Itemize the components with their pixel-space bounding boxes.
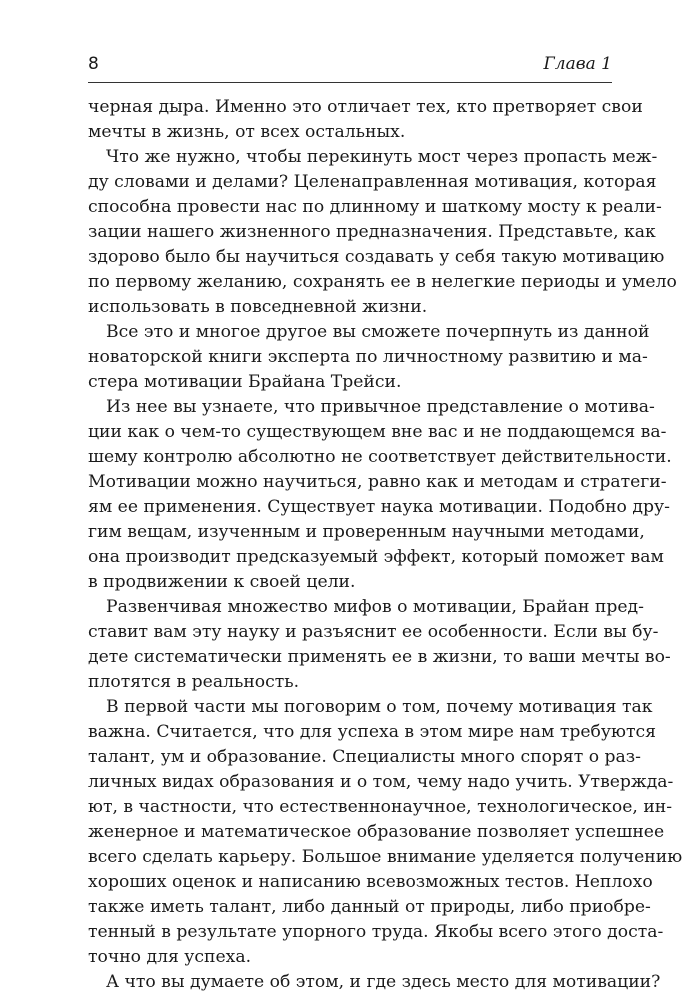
text-line: также иметь талант, либо данный от природы, либо приобре- — [88, 897, 651, 917]
text-line: в продвижении к своей цели. — [88, 572, 356, 592]
chapter-label: Глава 1 — [543, 54, 612, 74]
text-line: способна провести нас по длинному и шаткому мосту к реали- — [88, 197, 662, 217]
text-line: ду словами и делами? Целенаправленная мотивация, которая — [88, 172, 657, 192]
paragraph — [88, 695, 683, 970]
text-line: дете систематически применять ее в жизни, то ваши мечты во- — [88, 647, 671, 667]
text-line: Мотивации можно научиться, равно как и методам и стратеги- — [88, 472, 667, 492]
text-line: черная дыра. Именно это отличает тех, кто претворяет свои — [88, 97, 643, 117]
text-line: талант, ум и образование. Специалисты много спорят о раз- — [88, 747, 641, 767]
text-line: Все это и многое другое вы сможете почерпнуть из данной — [106, 322, 650, 342]
text-line: В первой части мы поговорим о том, почему мотивация так — [106, 697, 653, 717]
text-line: важна. Считается, что для успеха в этом мире нам требуются — [88, 722, 656, 742]
text-line: Из нее вы узнаете, что привычное представление о мотива- — [106, 397, 655, 417]
text-line: стера мотивации Брайана Трейси. — [88, 372, 402, 392]
text-line: шему контролю абсолютно не соответствует действительности. — [88, 447, 672, 467]
text-line: ции как о чем-то существующем вне вас и не поддающемся ва- — [88, 422, 667, 442]
paragraph — [88, 395, 672, 595]
text-line: плотятся в реальность. — [88, 672, 300, 692]
body-text — [88, 95, 683, 995]
text-line: Что же нужно, чтобы перекинуть мост через пропасть меж- — [106, 147, 658, 167]
paragraph — [88, 320, 650, 395]
text-line: всего сделать карьеру. Большое внимание уделяется получению — [88, 847, 683, 867]
text-line: использовать в повседневной жизни. — [88, 297, 428, 317]
text-line: женерное и математическое образование позволяет успешнее — [88, 822, 665, 842]
page-number: 8 — [88, 54, 99, 74]
text-line: А что вы думаете об этом, и где здесь место для мотивации? — [106, 972, 661, 992]
text-line: ют, в частности, что естественнонаучное, технологическое, ин- — [88, 797, 673, 817]
paragraph — [88, 145, 677, 320]
text-line: тенный в результате упорного труда. Якобы всего этого доста- — [88, 922, 664, 942]
text-line: личных видах образования и о том, чему надо учить. Утвержда- — [88, 772, 674, 792]
text-line: гим вещам, изученным и проверенным научными методами, — [88, 522, 645, 542]
text-line: точно для успеха. — [88, 947, 252, 967]
paragraph — [88, 595, 671, 695]
running-header — [88, 52, 612, 83]
text-line: по первому желанию, сохранять ее в нелегкие периоды и умело — [88, 272, 677, 292]
text-line: зации нашего жизненного предназначения. Представьте, как — [88, 222, 656, 242]
paragraph — [88, 95, 643, 145]
paragraph — [88, 970, 661, 995]
text-line: она производит предсказуемый эффект, который поможет вам — [88, 547, 664, 567]
text-line: здорово было бы научиться создавать у себя такую мотивацию — [88, 247, 665, 267]
text-line: хороших оценок и написанию всевозможных тестов. Неплохо — [88, 872, 653, 892]
text-line: новаторской книги эксперта по личностному развитию и ма- — [88, 347, 648, 367]
text-line: мечты в жизнь, от всех остальных. — [88, 122, 406, 142]
text-line: ям ее применения. Существует наука мотивации. Подобно дру- — [88, 497, 670, 517]
text-line: Развенчивая множество мифов о мотивации, Брайан пред- — [106, 597, 644, 617]
text-line: ставит вам эту науку и разъяснит ее особенности. Если вы бу- — [88, 622, 659, 642]
